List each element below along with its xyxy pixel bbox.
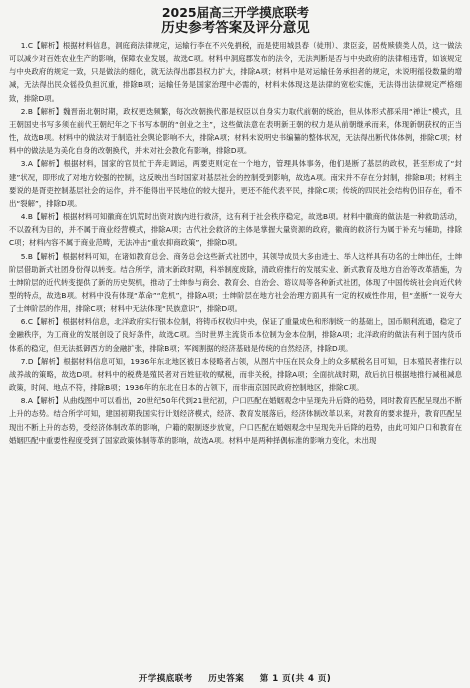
- answer-paragraph-1: 1.C【解析】根据材料信息，洞庭商法律规定，运输行李在不兴免捐税，而是使用城县春（徒刑）、隶臣妾，居赀赎债类人员，这一做法可以减少对百姓农业生产的影响，保障农业发展，故选C项。材料中洞庭郡发布的法令，无法判断是否与中央政府的法律相违背，如该规定与中央政府的规定一致，只是做法的细化，就无法得出郡县权力扩大，排除A项；材料中是对运输任务承担者的规定，未说明徭役数量的增减，无法得出民众徭役负担沉重，排除B项；运输任务是国家治理中必需的，材料未体现这是法律的宽松实施，无法得出法律规定严格细致，排除D项。: [9, 41, 462, 103]
- answer-paragraph-3: 3.A【解析】根据材料，国家的官员忙于奔走调运，两要吏则定在一个地方，管理具体事务，他们是断了基层的政权，甚至形成了“封建”状况，即形成了对地方较强的控制，这反映出当时国家对基层社会的控制受到影响，故选A项。南宋并不存在分封制，排除B项；材料主要说的是胥吏控制基层社会的运作，并不能得出平民地位的较大提升，更还不能代表平民，排除C项；传统的四民社会结构仍旧存在，看不出“裂解”，排除D项。: [9, 159, 462, 208]
- answer-paragraph-4: 4.B【解析】根据材料可知徽商在饥荒时出资对族内进行救济，这有利于社会秩序稳定，故选B项。材料中徽商的做法是一种救助活动，不以盈利为目的，并不属于商业经营模式，排除A项；古代社会救济的主体是掌握大量资源的政府，徽商的救济行为属于补充与辅助，排除C项；材料内容不属于商业范畴，无法冲击“重农抑商政策”，排除D项。: [9, 212, 462, 248]
- exam-title: 2025届高三开学摸底联考: [161, 5, 310, 20]
- document-subtitle: 历史参考答案及评分意见: [161, 20, 310, 36]
- footer-exam-name: 开学摸底联考: [138, 674, 193, 684]
- answer-paragraph-6: 6.C【解析】根据材料信息，北洋政府实行银本位制，将铸币权收归中央，保证了重量成色和形制统一的基础上，国币顺利流通，稳定了金融秩序，为工商业的发展创设了良好条件，故选C项。当时世界主流货币本位制为金本位制，排除A项；北洋政府的做法有利于国内货币体系的稳定，但无法抵御西方的金融扩张，排除B项；军阀割据的经济基础是传统的自然经济，排除D项。: [9, 317, 462, 353]
- answer-paragraph-2: 2.B【解析】魏晋南北朝时期，政权更迭频繁，每次改朝换代都是权臣以自身实力取代前朝的统治，但从体形式都采用“禅让”模式，且王朝国史书写多须在前代王朝纪年之下书写本朝的“创业之主”，这些做法意在表明新王朝的权力是从前朝继承而来，体现新朝获权的正当性，故选B项。材料中的做法对于制造社会舆论影响不大，排除A项；材料未说明史书编纂的整体状况，无法得出断代体体例，排除C项；材料中的做法是为美化自身的改朝换代，并未对社会教化有影响，排除D项。: [9, 106, 462, 156]
- answer-paragraph-8: 8.A【解析】从曲线图中可以看出，20世纪50年代到21世纪初，户口匹配在婚姻观念中呈现先升后降的趋势，同时教育匹配呈现出不断上升的态势。结合所学可知，建国初期我国实行计划经济模式，经济、教育发展落后，经济体制改革以来，对教育的要求提升，教育匹配呈现出不断上升的态势，受经济体制改革的影响，户籍的限制逐步放宽，户口匹配在婚姻观念中呈现先升后降的趋势，由此可知户口和教育在婚姻匹配中重要性程度受到了国家政策体制等革的影响，故选A项。材料中是两种择偶标准的影响力变化，未出现: [9, 396, 462, 445]
- answer-paragraph-5: 5.B【解析】根据材料可知，在诸如教育总会、商务总会这些新式社团中，其领导成员大多由进士、举人这样具有功名的士绅出任，士绅阶层借助新式社团身份得以转变。结合所学，清末新政时期，科举制度废除，清政府推行的发展实业、新式教育及地方自治等改革措施，为士绅阶层的近代转变提供了新的历史契机，推动了士绅参与商会、教育会、自治会、谘议局等各种新式社团，体现了中国传统社会向近代转型的特点，故选B项。材料中没有体现“革命”“危机”，排除A项；士绅阶层在地方社会治理方面具有一定的权威性作用，但“垄断”一说夸大了士绅阶层的作用，排除C项；材料中无法体现“民族意识”，排除D项。: [9, 251, 462, 314]
- footer-page-number: 第 1 页(共 4 页): [259, 674, 332, 684]
- answer-paragraph-7: 7.D【解析】根据材料信息可知，1936年东北地区被日本侵略者占领，从图片中压在民众身上的众多赋税名目可知，日本殖民者推行以战养战的策略，故选D项。材料中的税费是殖民者对百姓征收的赋税，而非关税，排除A项；全面抗战时期，敌后抗日根据地推行减租减息政策，时间、地点不符，排除B项；1936年的东北在日本的占领下，而非南京国民政府控制地区，排除C项。: [9, 356, 462, 393]
- footer-subject: 历史答案: [208, 674, 245, 684]
- page-footer: [0, 672, 470, 684]
